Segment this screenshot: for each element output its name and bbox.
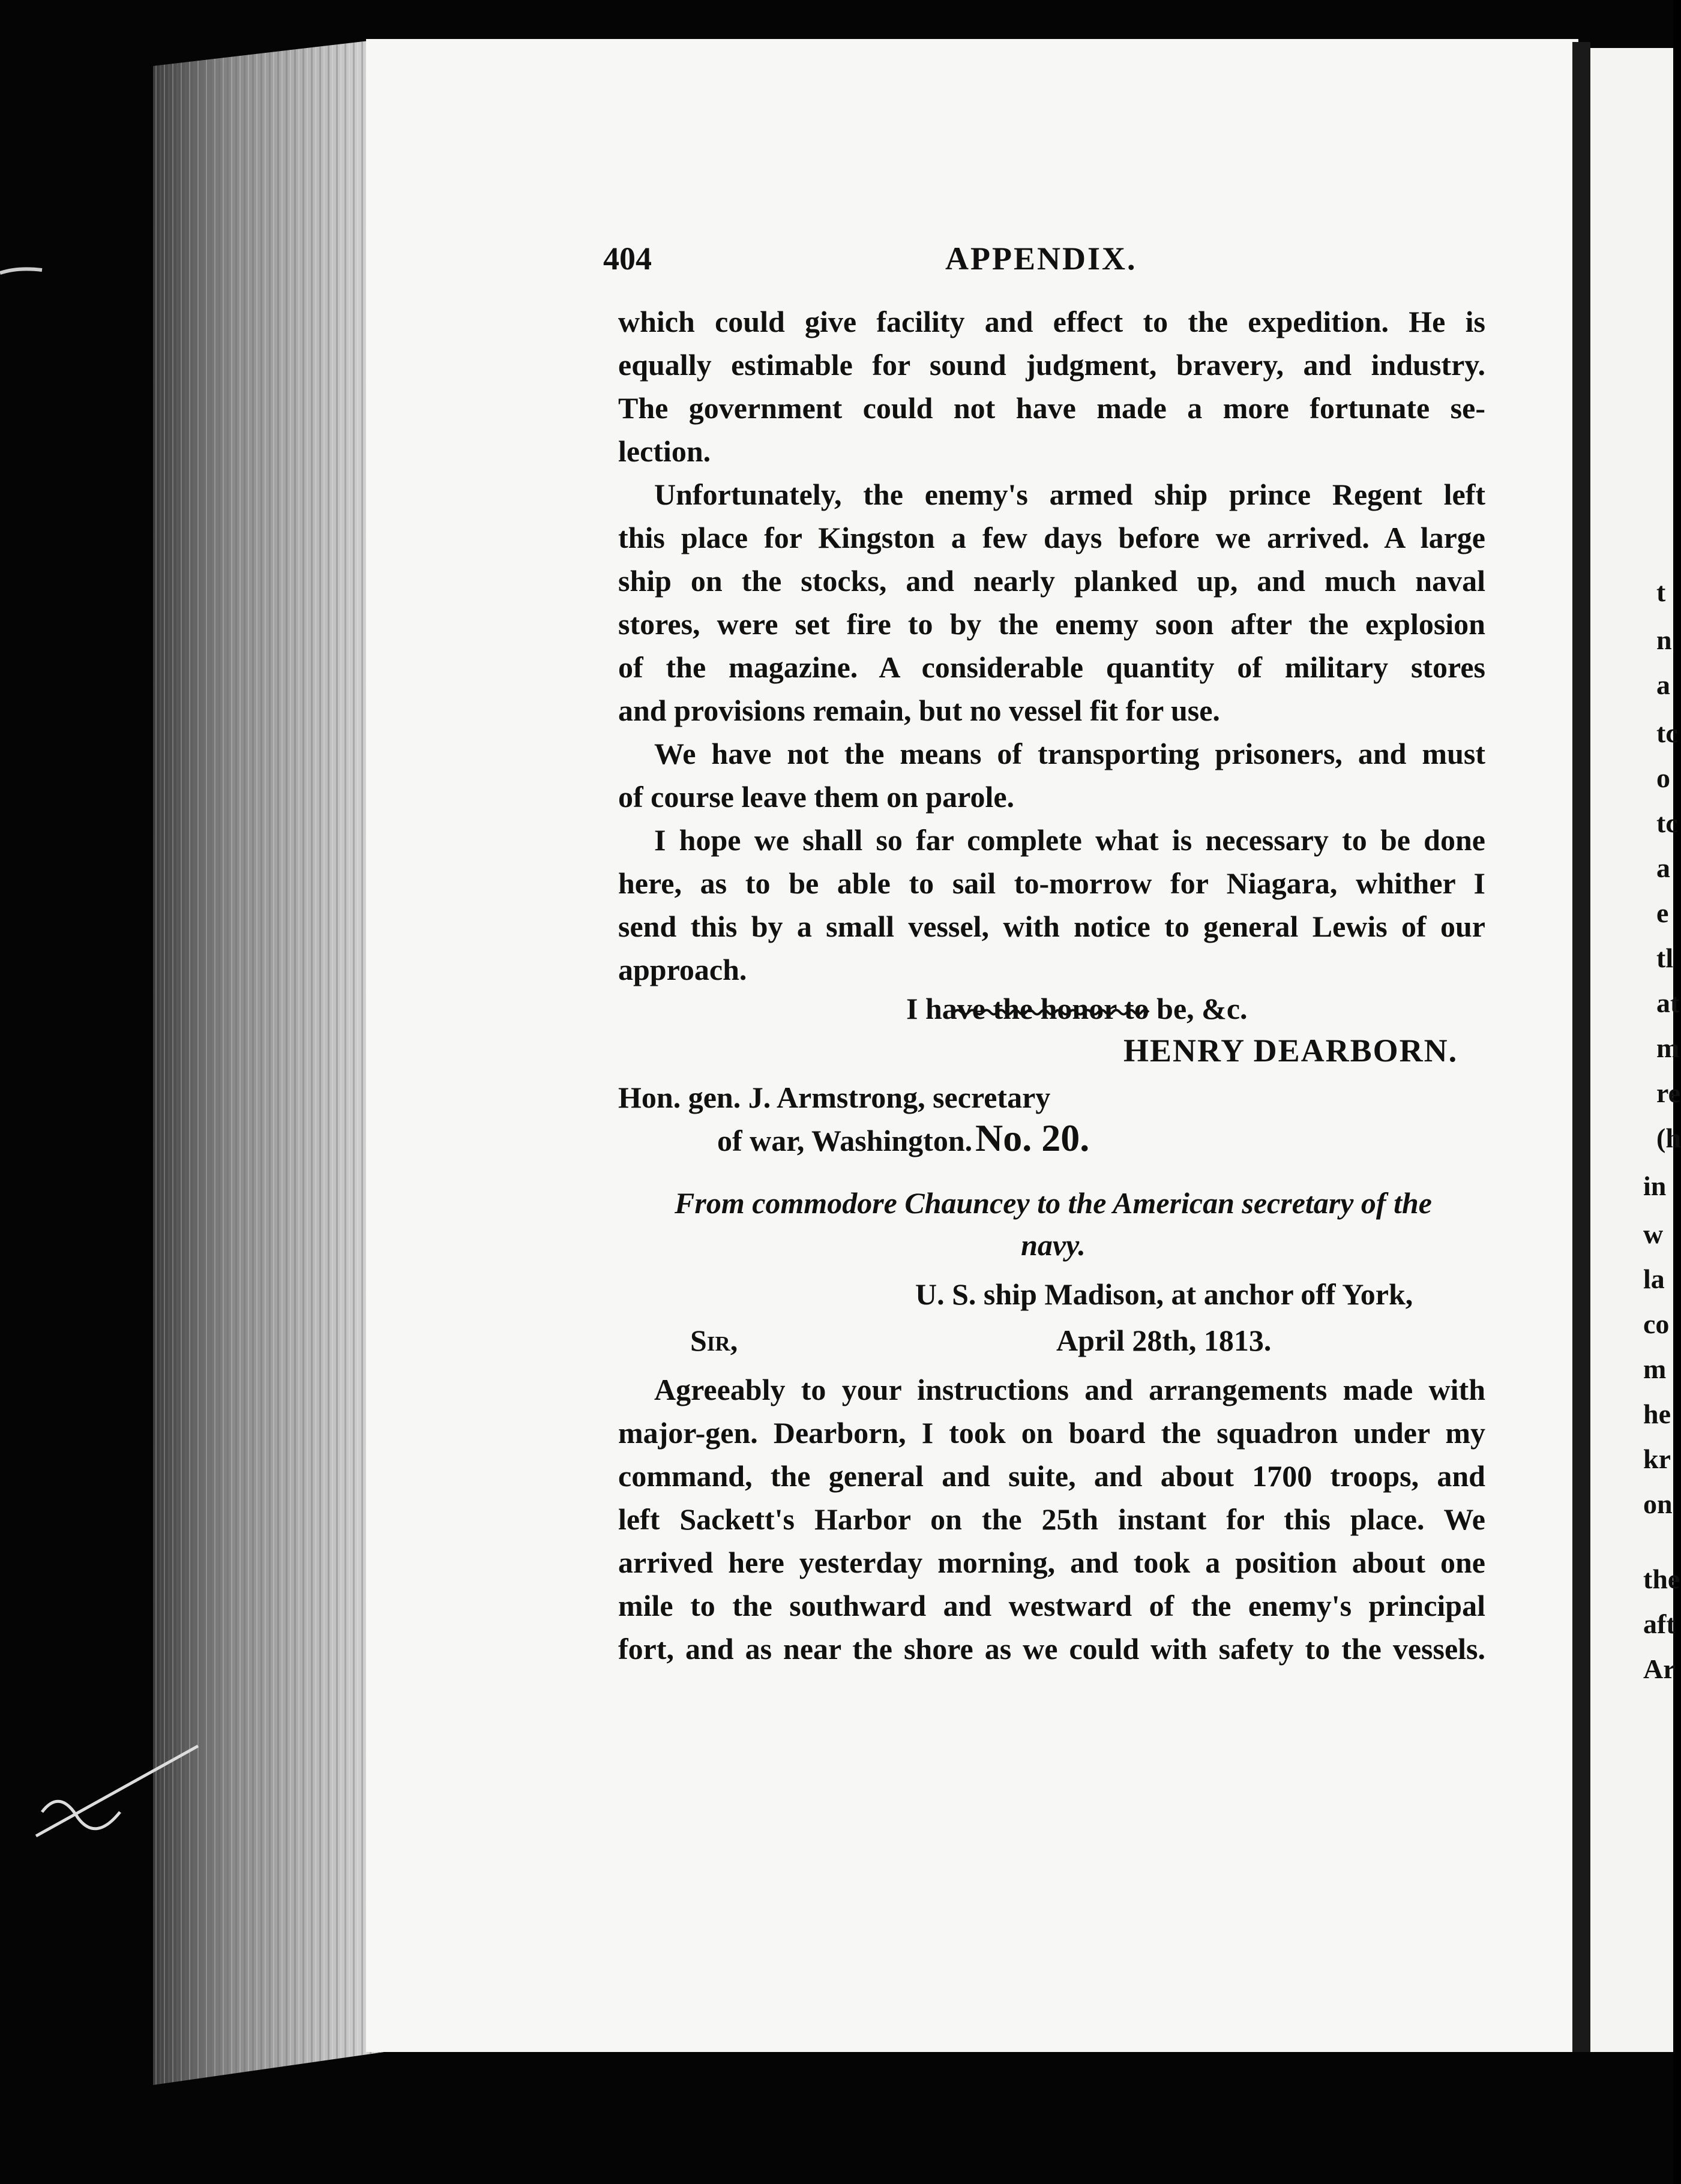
facing-page-fragment: co bbox=[1643, 1309, 1670, 1339]
heading-line: navy. bbox=[1021, 1228, 1086, 1262]
text-line: We have not the means of transporting prisoners, and must bbox=[654, 737, 1485, 770]
addressee-line: of war, Washington. bbox=[717, 1124, 973, 1157]
facing-page-fragment: on bbox=[1643, 1489, 1673, 1519]
text-line: ship on the stocks, and nearly planked up, and much naval bbox=[618, 564, 1485, 598]
facing-page-fragment: m bbox=[1643, 1354, 1667, 1384]
facing-page-fragment: a bbox=[1656, 670, 1670, 700]
facing-page-fragment: in bbox=[1643, 1171, 1667, 1201]
facing-page-fragment: the bbox=[1643, 1564, 1680, 1594]
text-line: this place for Kingston a few days before we arrived. A large bbox=[618, 521, 1485, 554]
text-line: stores, were set fire to by the enemy soon after the explosion bbox=[618, 607, 1485, 641]
page-number: 404 bbox=[603, 241, 652, 277]
text-line: Unfortunately, the enemy's armed ship prince Regent left bbox=[654, 478, 1485, 511]
text-line: approach. bbox=[618, 953, 747, 986]
letter-date: April 28th, 1813. bbox=[1056, 1324, 1272, 1357]
place-line: U. S. ship Madison, at anchor off York, bbox=[915, 1277, 1413, 1311]
facing-page-fragment: aft bbox=[1643, 1609, 1676, 1639]
complimentary-close: I have the honor to be, &c. bbox=[906, 992, 1248, 1025]
facing-page-fragment: a bbox=[1656, 853, 1670, 883]
text-line: fort, and as near the shore as we could with safety to the vessels. bbox=[618, 1632, 1485, 1666]
text-line: of the magazine. A considerable quantity of military stores bbox=[618, 650, 1485, 684]
facing-page-fragment: (h bbox=[1656, 1123, 1681, 1153]
facing-page-fragment: e bbox=[1656, 898, 1669, 928]
text-line: lection. bbox=[618, 434, 711, 468]
text-line: send this by a small vessel, with notice to general Lewis of our bbox=[618, 910, 1485, 943]
facing-page-fragment: at bbox=[1656, 988, 1680, 1018]
facing-page-fragment: tc bbox=[1656, 808, 1678, 838]
text-line: major-gen. Dearborn, I took on board the squadron under my bbox=[618, 1416, 1485, 1450]
text-line: command, the general and suite, and about 1700 troops, and bbox=[618, 1459, 1485, 1493]
text-line: which could give facility and effect to the expedition. He is bbox=[618, 305, 1485, 338]
document-heading bbox=[636, 1182, 1470, 1266]
facing-page-fragment: n bbox=[1656, 625, 1672, 655]
facing-page-fragment: tc bbox=[1656, 718, 1678, 748]
heading-line: From commodore Chauncey to the American secretary of the bbox=[675, 1186, 1432, 1220]
letter-body-2 bbox=[618, 1368, 1485, 1848]
facing-page-fragment: m bbox=[1656, 1033, 1680, 1063]
facing-page-fragment: kr bbox=[1643, 1444, 1671, 1474]
text-line: The government could not have made a more fortunate se- bbox=[618, 391, 1485, 425]
text-line: equally estimable for sound judgment, bravery, and industry. bbox=[618, 348, 1485, 382]
facing-page-fragment: o bbox=[1656, 763, 1670, 793]
text-line: and provisions remain, but no vessel fit for use. bbox=[618, 694, 1220, 727]
ornamental-rule bbox=[954, 1008, 1152, 1016]
facing-page-fragment: he bbox=[1643, 1399, 1671, 1429]
salutation: Sir, bbox=[690, 1324, 738, 1357]
text-line: left Sackett's Harbor on the 25th instant for this place. We bbox=[618, 1502, 1485, 1536]
document-number: No. 20. bbox=[975, 1117, 1090, 1159]
text-line: I hope we shall so far complete what is necessary to be done bbox=[654, 823, 1485, 857]
facing-page-fragment: Ar bbox=[1643, 1654, 1676, 1684]
text-line: arrived here yesterday morning, and took a position about one bbox=[618, 1546, 1485, 1579]
addressee-line: Hon. gen. J. Armstrong, secretary bbox=[618, 1081, 1051, 1114]
facing-page-fragment: w bbox=[1643, 1219, 1664, 1249]
facing-page-fragment: tl bbox=[1656, 943, 1674, 973]
facing-page-fragment: la bbox=[1643, 1264, 1665, 1294]
facing-page-fragment: t bbox=[1656, 577, 1666, 607]
text-line: of course leave them on parole. bbox=[618, 780, 1015, 814]
text-line: here, as to be able to sail to-morrow for Niagara, whither I bbox=[618, 866, 1485, 900]
signature: HENRY DEARBORN. bbox=[1123, 1033, 1458, 1069]
facing-page-fragment: re bbox=[1656, 1078, 1681, 1108]
text-line: mile to the southward and westward of the enemy's principal bbox=[618, 1589, 1485, 1622]
text-line: Agreeably to your instructions and arrangements made with bbox=[654, 1373, 1485, 1406]
running-title: APPENDIX. bbox=[945, 241, 1137, 277]
